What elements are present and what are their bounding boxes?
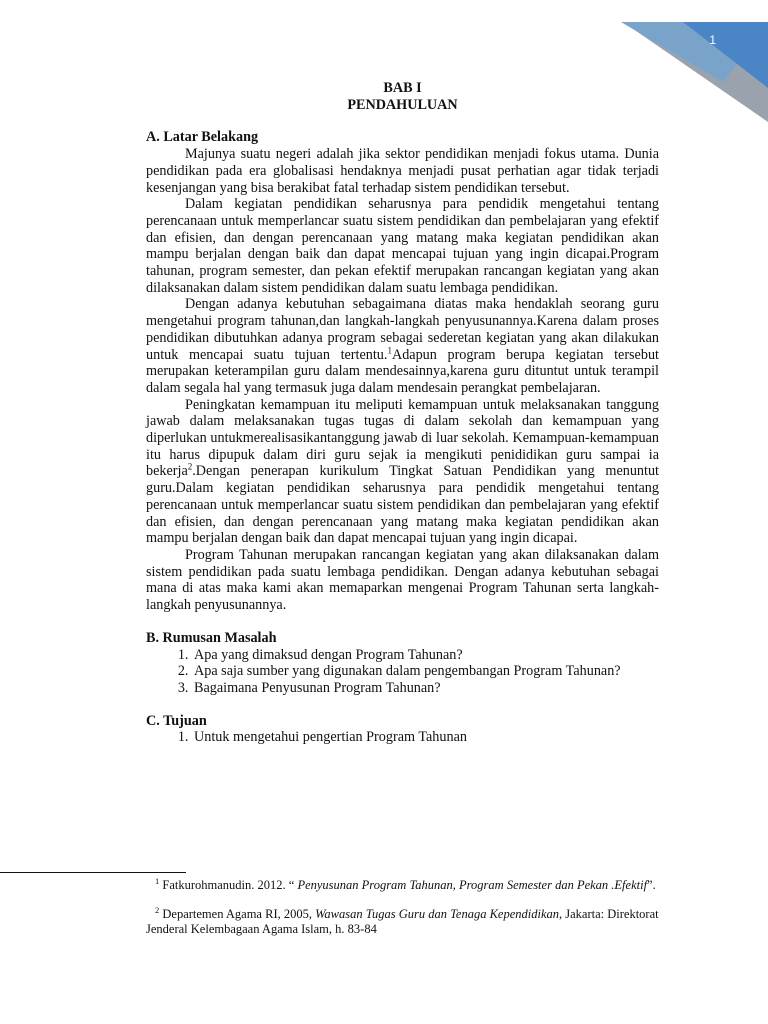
chapter-title: PENDAHULUAN — [347, 96, 458, 113]
section-a-heading: A. Latar Belakang — [146, 129, 259, 146]
page-number: 1 — [709, 33, 716, 47]
paragraph-3-part-c: Adapun program berupa kegiatan tersebut merupakan keterampilan guru dalam mendesainnya,karena guru dituntut untuk terampil dalam segala hal yang termasuk juga dalam mendesain perangkat pembelajaran. — [146, 346, 659, 396]
footnote-separator — [0, 872, 186, 873]
footnote-1-end: ”. — [647, 878, 656, 892]
section-c-heading: C. Tujuan — [146, 712, 207, 729]
paragraph-3-part-b: Karena dalam proses pendidikan dibutuhkan adanya program sebagai sederetan kegiatan yang akan dilakukan untuk mencapai suatu tujuan tertentu. — [146, 313, 659, 363]
footnote-1 — [146, 875, 659, 893]
footnote-2-end: , Jakarta: Direktorat Jenderal Kelembagaan Agama Islam, h. 83-84 — [146, 907, 659, 936]
paragraph-1: Majunya suatu negeri adalah jika sektor pendidikan menjadi fokus utama. Dunia pendidikan pada era globalisasi hendaknya menjadi pusat perhatian agar tidak terjadi kesenjangan yang bisa berakibat fatal terhadap sistem pendidikan tersebut. — [146, 146, 659, 196]
footnote-2 — [146, 904, 659, 936]
section-b-heading: B. Rumusan Masalah — [146, 629, 277, 646]
paragraph-4 — [146, 397, 659, 547]
list-item: 2. Apa saja sumber yang digunakan dalam pengembangan Program Tahunan? — [192, 663, 659, 680]
paragraph-3 — [146, 296, 659, 396]
chapter-number: BAB I — [383, 80, 422, 96]
footnote-1-title: Penyusunan Program Tahunan, Program Semester dan Pekan .Efektif — [297, 878, 648, 892]
footnote-ref-2[interactable]: 2 — [187, 461, 193, 472]
tujuan-list — [146, 729, 659, 746]
footnote-1-author: Fatkurohmanudin. 2012. “ — [162, 878, 298, 892]
rumusan-masalah-list — [146, 647, 659, 697]
paragraph-4-part-b: .Dengan penerapan kurikulum Tingkat Satuan Pendidikan yang menuntut guru.Dalam kegiatan pendidikan seharusnya para pendidik mengetahui tentang perencanaan untuk memperlancar suatu sistem pendidikan dan pembelajaran yang efektif dan efisien, dan dengan perencanaan yang matang maka kegiatan pendidikan akan mampu berjalan dengan baik dan dapat mencapai tujuan yang ingin dicapai. — [146, 463, 659, 547]
footnote-1-number: 1 — [155, 875, 160, 886]
footnote-ref-1[interactable]: 1 — [387, 344, 392, 355]
footnote-2-title: Wawasan Tugas Guru dan Tenaga Kependidikan — [315, 907, 559, 921]
list-item: 1. Apa yang dimaksud dengan Program Tahunan? — [192, 647, 659, 664]
paragraph-3-part-a: Dengan adanya kebutuhan sebagaimana diatas maka hendaklah seorang guru mengetahui program tahunan,dan langkah-langkah penyusunannya. — [146, 296, 659, 330]
paragraph-4-part-a: Peningkatan kemampuan itu meliputi kemampuan untuk melaksanakan tanggung jawab dalam melaksanakan tugas tugas di dalam sekolah dan kemampuan yang diperlukan untukmerealisasikantanggung jawab di luar sekolah. Kemampuan-kemampuan itu harus dipupuk dalam diri guru sejak ia mengikuti penididikan guru sampai ia bekerja — [146, 396, 659, 480]
footnote-2-number: 2 — [155, 904, 160, 915]
paragraph-5: Program Tahunan merupakan rancangan kegiatan yang akan dilaksanakan dalam sistem pendidikan pada suatu lembaga pendidikan. Dengan adanya kebutuhan sebagai mana di atas maka kami akan memaparkan mengenai Program Tahunan serta langkah-langkah penyusunannya. — [146, 546, 659, 614]
list-item: 1. Untuk mengetahui pengertian Program Tahunan — [192, 729, 659, 746]
list-item: 3. Bagaimana Penyusunan Program Tahunan? — [192, 680, 659, 697]
document-body — [146, 80, 659, 746]
paragraph-2: Dalam kegiatan pendidikan seharusnya para pendidik mengetahui tentang perencanaan untuk memperlancar suatu sistem pendidikan dan pembelajaran yang efektif dan efisien, dan dengan perencanaan yang matang maka kegiatan pendidikan akan mampu berjalan dengan baik dan dapat mencapai tujuan yang ingin dicapai.Program tahunan, program semester, dan pekan efektif merupakan rancangan kegiatan yang akan dilaksanakan dalam sistem pendidikan dalam suatu lembaga pendidikan. — [146, 196, 659, 296]
footnote-2-author: Departemen Agama RI, 2005, — [162, 907, 316, 921]
